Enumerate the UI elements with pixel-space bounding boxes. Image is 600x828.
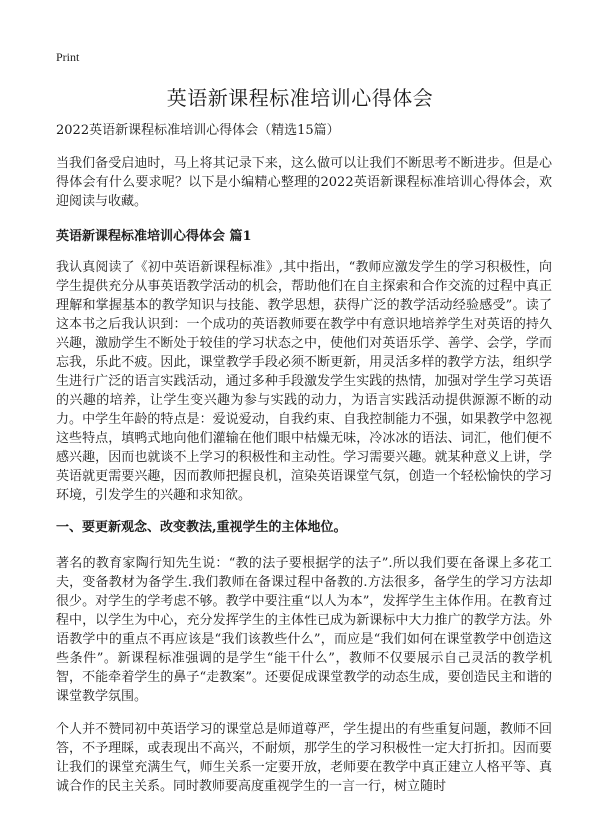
body-paragraph-2: 著名的教育家陶行知先生说：“教的法子要根据学的法子”.所以我们要在备课上多花工夫，变备教材为备学生.我们教师在备课过程中备教的.方法很多，备学生的学习方法却很少。对学生的学考虑不够。教学中要注重“以人为本”，发挥学生主体作用。在教育过程中，以学生为中心，充分发挥学生的主体性已成为新课标中大力推广的教学方法。外语教学中的重点不再应该是“我们该教些什么”，而应是“我们如何在课堂教学中创造这些条件”。新课程标准强调的是学生“能干什么”，教师不仅要展示自己灵活的教学机智，不能牵着学生的鼻子“走教案”。还要促成课堂教学的动态生成，要创造民主和谐的课堂教学氛围。 — [56, 556, 552, 704]
intro-paragraph: 当我们备受启迪时，马上将其记录下来，这么做可以让我们不断思考不断进步。但是心得体会有什么要求呢？以下是小编精心整理的2022英语新课程标准培训心得体会，欢迎阅读与收藏。 — [56, 156, 552, 209]
print-link[interactable]: Print — [56, 50, 80, 64]
body-paragraph-1: 我认真阅读了《初中英语新课程标准》,其中指出，“教师应激发学生的学习积极性，向学生提供充分从事英语教学活动的机会，帮助他们在自主探索和合作交流的过程中真正理解和掌握基本的教学知识与技能、教学思想，获得广泛的教学活动经验感受”。读了这本书之后我认识到：一个成功的英语教师要在教学中有意识地培养学生对英语的持久兴趣，激励学生不断处于较佳的学习状态之中，使他们对英语乐学、善学、会学，学而忘我，乐此不疲。因此，课堂教学手段必须不断更新，用灵活多样的教学方法，组织学生进行广泛的语言实践活动，通过多种手段激发学生实践的热情，加强对学生学习英语的兴趣的培养，让学生变兴趣为参与实践的动力，为语言实践活动提供源源不断的动力。中学生年龄的特点是：爱说爱动，自我约束、自我控制能力不强，如果教学中忽视这些特点，填鸭式地向他们灌输在他们眼中枯燥无味，冷冰冰的语法、词汇，他们便不感兴趣，因而也就谈不上学习的积极性和主动性。学习需要兴趣。就某种意义上讲，学英语就更需要兴趣，因而教师把握良机，渲染英语课堂气氛，创造一个轻松愉快的学习环境，引发学生的兴趣和求知欲。 — [56, 260, 552, 503]
article-body — [56, 122, 552, 810]
article-subtitle: 2022英语新课程标准培训心得体会（精选15篇） — [56, 123, 340, 138]
sub-heading: 一、要更新观念、改变教法,重视学生的主体地位。 — [56, 520, 347, 535]
body-paragraph-3: 个人并不赞同初中英语学习的课堂总是师道尊严，学生提出的有些重复问题，教师不回答，不予理睬，或表现出不高兴，不耐烦，那学生的学习积极性一定大打折扣。因而要让我们的课堂充满生气，师生关系一定要开放，老师要在教学中真正建立人格平等、真诚合作的民主关系。同时教师要高度重视学生的一言一行，树立随时 — [56, 722, 552, 794]
page-title: 英语新课程标准培训心得体会 — [166, 86, 434, 110]
section-heading: 英语新课程标准培训心得体会 篇1 — [56, 229, 252, 244]
